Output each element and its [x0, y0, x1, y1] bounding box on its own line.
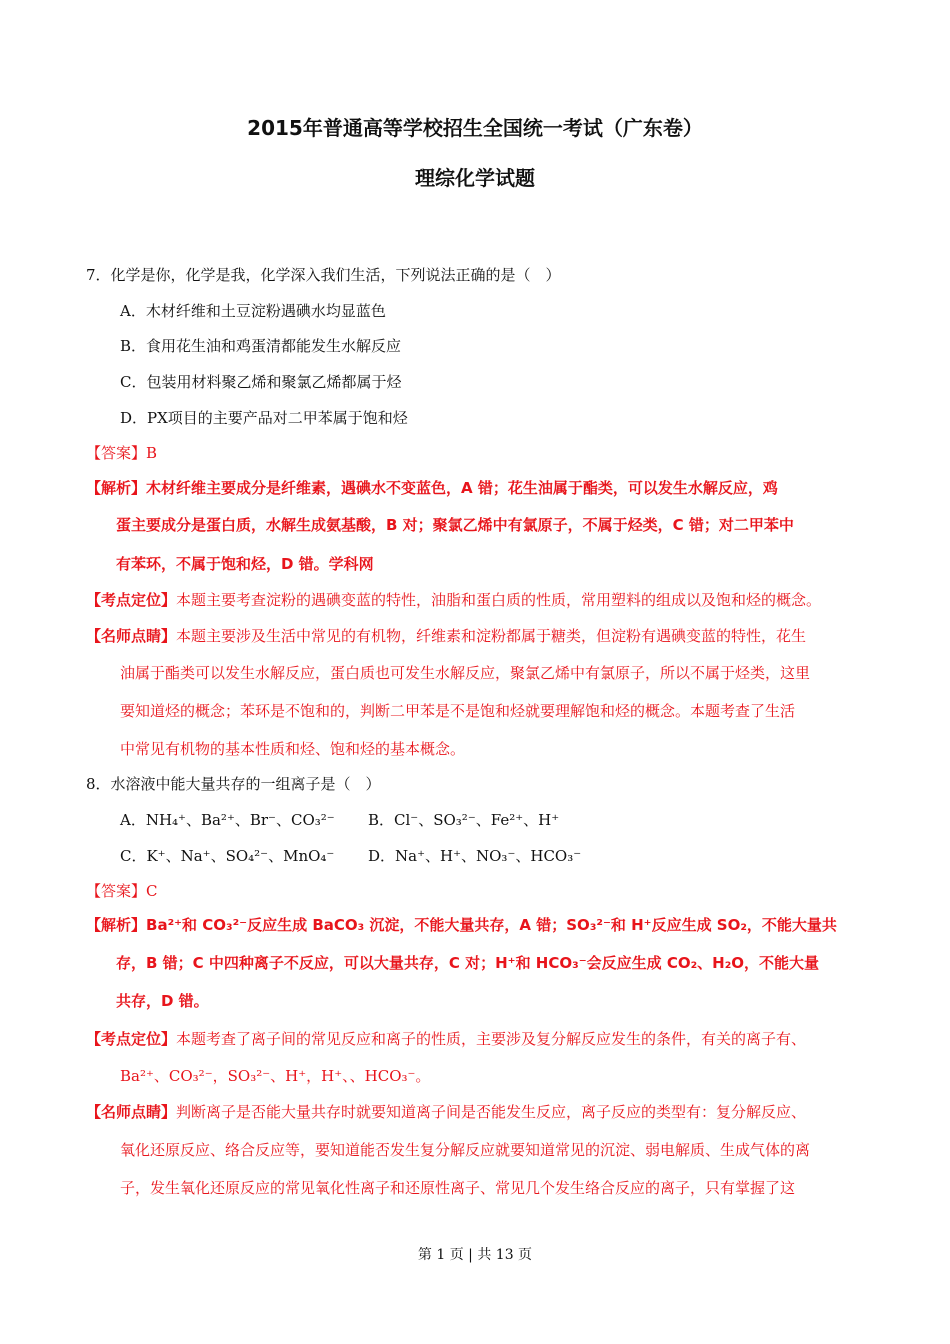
q8-comment: [86, 1102, 806, 1122]
answer-label: 【答案】: [86, 444, 147, 462]
question-8-stem: 8．水溶液中能大量共存的一组离子是（ ）: [86, 775, 381, 793]
analysis-label: 【解析】: [86, 479, 147, 497]
q7-option-d: D．PX项目的主要产品对二甲苯属于饱和烃: [120, 409, 408, 427]
answer-label: 【答案】: [86, 882, 147, 900]
comment-label: 【名师点睛】: [86, 1103, 177, 1121]
document-subtitle: 理综化学试题: [415, 166, 535, 190]
q7-option-c: C．包装用材料聚乙烯和聚氯乙烯都属于烃: [120, 373, 402, 391]
comment-line: 中常见有机物的基本性质和烃、饱和烃的基本概念。: [120, 740, 466, 758]
point-label: 【考点定位】: [86, 1030, 177, 1048]
analysis-line: 木材纤维主要成分是纤维素，遇碘水不变蓝色，A 错；花生油属于酯类，可以发生水解反应，鸡: [146, 479, 778, 497]
q8-option-c: C．K⁺、Na⁺、SO₄²⁻、MnO₄⁻: [120, 847, 335, 865]
q8-answer: [86, 881, 158, 901]
q8-option-a: A．NH₄⁺、Ba²⁺、Br⁻、CO₃²⁻: [120, 811, 335, 829]
point-text: 本题考查了离子间的常见反应和离子的性质，主要涉及复分解反应发生的条件，有关的离子有、: [176, 1030, 807, 1048]
q8-point: [86, 1029, 806, 1049]
analysis-line: 蛋主要成分是蛋白质，水解生成氨基酸，B 对；聚氯乙烯中有氯原子，不属于烃类，C 错；对二甲苯中: [116, 516, 794, 534]
analysis-line: 共存，D 错。: [116, 992, 209, 1010]
q7-comment: [86, 626, 806, 646]
analysis-line: Ba²⁺和 CO₃²⁻反应生成 BaCO₃ 沉淀，不能大量共存，A 错；SO₃²⁻和 H⁺反应生成 SO₂，不能大量共: [146, 916, 837, 934]
q7-point: [86, 590, 821, 610]
point-text: Ba²⁺、CO₃²⁻，SO₃²⁻、H⁺，H⁺、、HCO₃⁻。: [120, 1067, 431, 1085]
comment-label: 【名师点睛】: [86, 627, 177, 645]
q8-option-d: D．Na⁺、H⁺、NO₃⁻、HCO₃⁻: [368, 847, 582, 865]
point-text: 本题主要考查淀粉的遇碘变蓝的特性，油脂和蛋白质的性质，常用塑料的组成以及饱和烃的概念。: [176, 591, 822, 609]
answer-value: C: [146, 882, 158, 900]
question-7-stem: 7．化学是你，化学是我，化学深入我们生活，下列说法正确的是（ ）: [86, 266, 561, 284]
comment-line: 本题主要涉及生活中常见的有机物，纤维素和淀粉都属于糖类，但淀粉有遇碘变蓝的特性，花生: [176, 627, 807, 645]
q8-analysis: [86, 915, 837, 935]
q7-option-b: B．食用花生油和鸡蛋清都能发生水解反应: [120, 337, 402, 355]
analysis-line: 有苯环，不属于饱和烃，D 错。学科网: [116, 555, 374, 573]
comment-line: 要知道烃的概念；苯环是不饱和的，判断二甲苯是不是饱和烃就要理解饱和烃的概念。本题考查了生活: [120, 702, 796, 720]
analysis-label: 【解析】: [86, 916, 147, 934]
q7-analysis: [86, 478, 778, 498]
page-footer: 第 1 页 | 共 13 页: [417, 1247, 533, 1263]
point-label: 【考点定位】: [86, 591, 177, 609]
comment-line: 油属于酯类可以发生水解反应，蛋白质也可发生水解反应，聚氯乙烯中有氯原子，所以不属于烃类，这里: [120, 664, 811, 682]
analysis-line: 存，B 错；C 中四种离子不反应，可以大量共存，C 对；H⁺和 HCO₃⁻会反应生成 CO₂、H₂O，不能大量: [116, 954, 820, 972]
comment-line: 子，发生氧化还原反应的常见氧化性离子和还原性离子、常见几个发生络合反应的离子，只有掌握了这: [120, 1179, 796, 1197]
comment-line: 判断离子是否能大量共存时就要知道离子间是否能发生反应，离子反应的类型有：复分解反应、: [176, 1103, 807, 1121]
answer-value: B: [146, 444, 158, 462]
q7-option-a: A．木材纤维和土豆淀粉遇碘水均显蓝色: [120, 302, 386, 320]
document-title: 2015年普通高等学校招生全国统一考试（广东卷）: [247, 116, 703, 140]
q8-option-b: B．Cl⁻、SO₃²⁻、Fe²⁺、H⁺: [368, 811, 560, 829]
q7-answer: [86, 443, 157, 463]
comment-line: 氧化还原反应、络合反应等，要知道能否发生复分解反应就要知道常见的沉淀、弱电解质、生成气体的离: [120, 1141, 811, 1159]
